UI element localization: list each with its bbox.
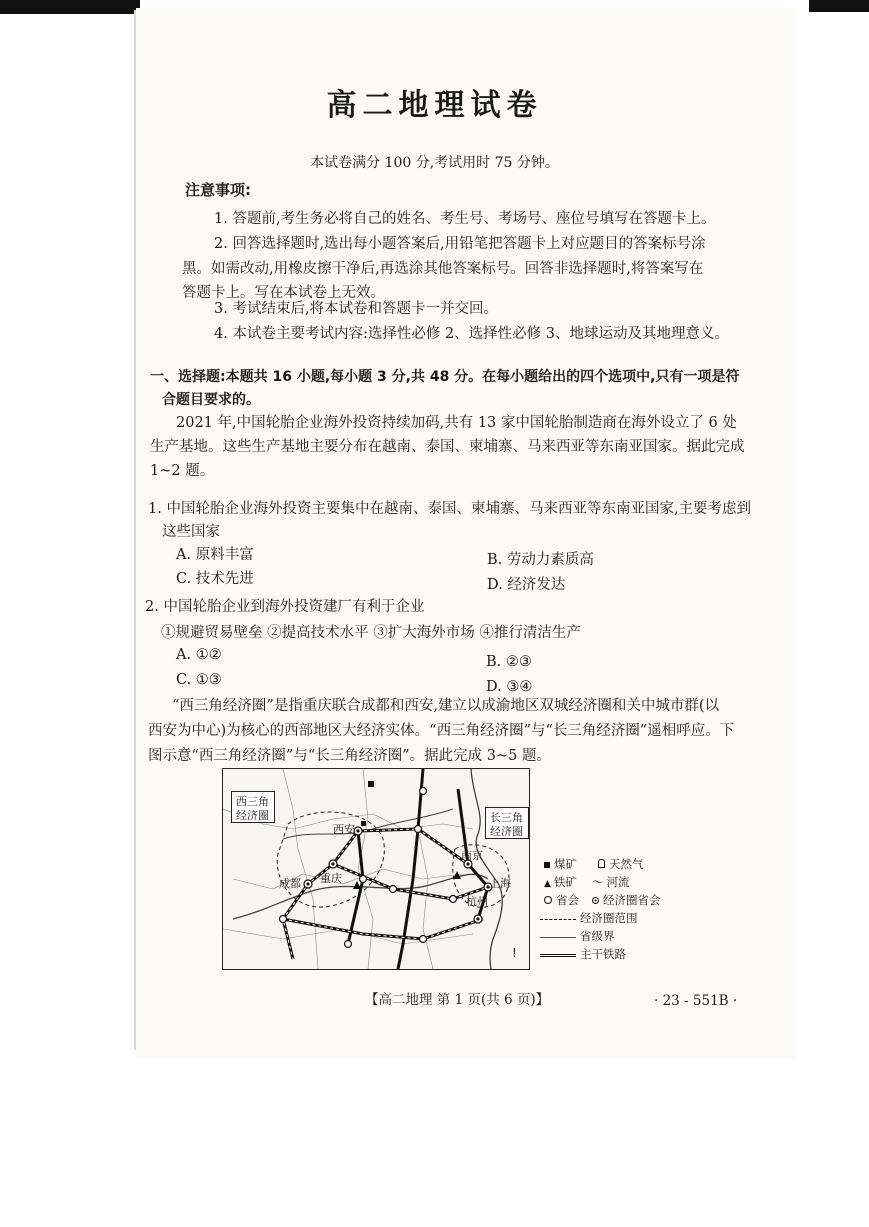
notice-line-5: 3. 考试结束后,将本试卷和答题卡一并交回。 (214, 301, 499, 317)
section-heading-line-2: 合题目要求的。 (162, 392, 260, 408)
river-icon: 〜 (592, 875, 604, 889)
dashed-line-icon (540, 919, 576, 920)
east-zone-label-2: 经济圈 (490, 825, 523, 838)
zone-capital-icon (592, 897, 599, 904)
capital-icon (544, 896, 552, 904)
q2-option-b: B. ②③ (486, 654, 532, 670)
railway-icon (540, 954, 576, 957)
legend-coal: 煤矿 (544, 856, 577, 872)
q1-option-a: A. 原料丰富 (176, 547, 254, 563)
q1-option-c: C. 技术先进 (176, 571, 254, 587)
passage1-line-3: 1~2 题。 (150, 463, 215, 479)
notice-line-3: 黑。如需改动,用橡皮擦干净后,再选涂其他答案标号。回答非选择题时,将答案写在 (182, 261, 704, 277)
west-zone-label-2: 经济圈 (236, 809, 269, 822)
east-zone-callout (485, 807, 529, 839)
economic-zone-map (222, 768, 530, 970)
q2-stem: 2. 中国轮胎企业到海外投资建厂有利于企业 (145, 599, 425, 615)
city-label-chongqing: 重庆 (320, 872, 342, 885)
passage2-line-2: 西安为中心)为核心的西部地区大经济实体。“西三角经济圈”与“长三角经济圈”遥相呼应。下 (148, 723, 735, 739)
city-label-xian: 西安 (333, 823, 355, 836)
exam-subtitle: 本试卷满分 100 分,考试用时 75 分钟。 (310, 155, 559, 171)
q2-option-c: C. ①③ (176, 672, 222, 688)
legend-province-boundary: 省级界 (540, 928, 615, 944)
q1-stem-line-1: 1. 中国轮胎企业海外投资主要集中在越南、泰国、柬埔寨、马来西亚等东南亚国家,主要考虑到 (148, 501, 752, 517)
iron-icon: ▲ (544, 879, 551, 889)
coal-icon (544, 862, 550, 868)
notice-line-6: 4. 本试卷主要考试内容:选择性必修 2、选择性必修 3、地球运动及其地理意义。 (214, 326, 729, 342)
q1-option-b: B. 劳动力素质高 (487, 552, 594, 568)
city-label-nanjing: 南京 (461, 849, 483, 862)
q2-option-d: D. ③④ (486, 679, 533, 695)
exam-code: · 23 - 551B · (654, 993, 738, 1009)
legend-zone-boundary: 经济圈范围 (540, 910, 638, 926)
page-footer: 【高二地理 第 1 页(共 6 页)】 (365, 992, 550, 1008)
passage2-line-1: “西三角经济圈”是指重庆联合成都和西安,建立以成渝地区双城经济圈和关中城市群(以 (172, 698, 720, 714)
notice-line-2: 2. 回答选择题时,选出每小题答案后,用铅笔把答题卡上对应题目的答案标号涂 (214, 236, 706, 252)
city-label-shanghai: 上海 (489, 877, 511, 890)
west-zone-callout (231, 791, 275, 823)
legend-gas: 天然气 (598, 856, 644, 872)
city-label-hangzhou: 杭州 (466, 895, 488, 908)
svg-text:!: ! (512, 946, 517, 960)
gas-icon (598, 859, 605, 868)
passage2-line-3: 图示意“西三角经济圈”与“长三角经济圈”。据此完成 3~5 题。 (148, 748, 551, 764)
legend-river: 〜 河流 (592, 875, 630, 889)
legend-railway: 主干铁路 (540, 946, 626, 962)
east-zone-label-1: 长三角 (490, 811, 523, 824)
section-heading-line-1: 一、选择题:本题共 16 小题,每小题 3 分,共 48 分。在每小题给出的四个选项中,只有一项是符 (150, 369, 740, 385)
notice-line-1: 1. 答题前,考生务必将自己的姓名、考生号、考场号、座位号填写在答题卡上。 (214, 211, 716, 227)
notice-line-4: 答题卡上。写在本试卷上无效。 (182, 285, 385, 301)
q1-option-d: D. 经济发达 (487, 577, 566, 593)
scan-dark-edge-right (809, 0, 869, 12)
city-label-chengdu: 成都 (279, 877, 301, 890)
q2-items: ①规避贸易壁垒 ②提高技术水平 ③扩大海外市场 ④推行清洁生产 (161, 625, 581, 641)
thin-line-icon (540, 937, 576, 938)
passage1-line-1: 2021 年,中国轮胎企业海外投资持续加码,共有 13 家中国轮胎制造商在海外设立了 6 处 (176, 415, 737, 431)
scan-dark-edge-left (0, 0, 140, 14)
legend-capital: 省会 (544, 892, 579, 908)
legend-zone-capital: 经济圈省会 (592, 892, 661, 908)
west-zone-label-1: 西三角 (236, 795, 269, 808)
notice-heading: 注意事项: (185, 181, 251, 199)
q2-option-a: A. ①② (176, 647, 222, 663)
q1-stem-line-2: 这些国家 (162, 524, 220, 540)
legend-iron: ▲ 铁矿 (544, 875, 577, 889)
passage1-line-2: 生产基地。这些生产基地主要分布在越南、泰国、柬埔寨、马来西亚等东南亚国家。据此完成 (150, 439, 745, 455)
exam-title: 高二地理试卷 (326, 88, 543, 123)
